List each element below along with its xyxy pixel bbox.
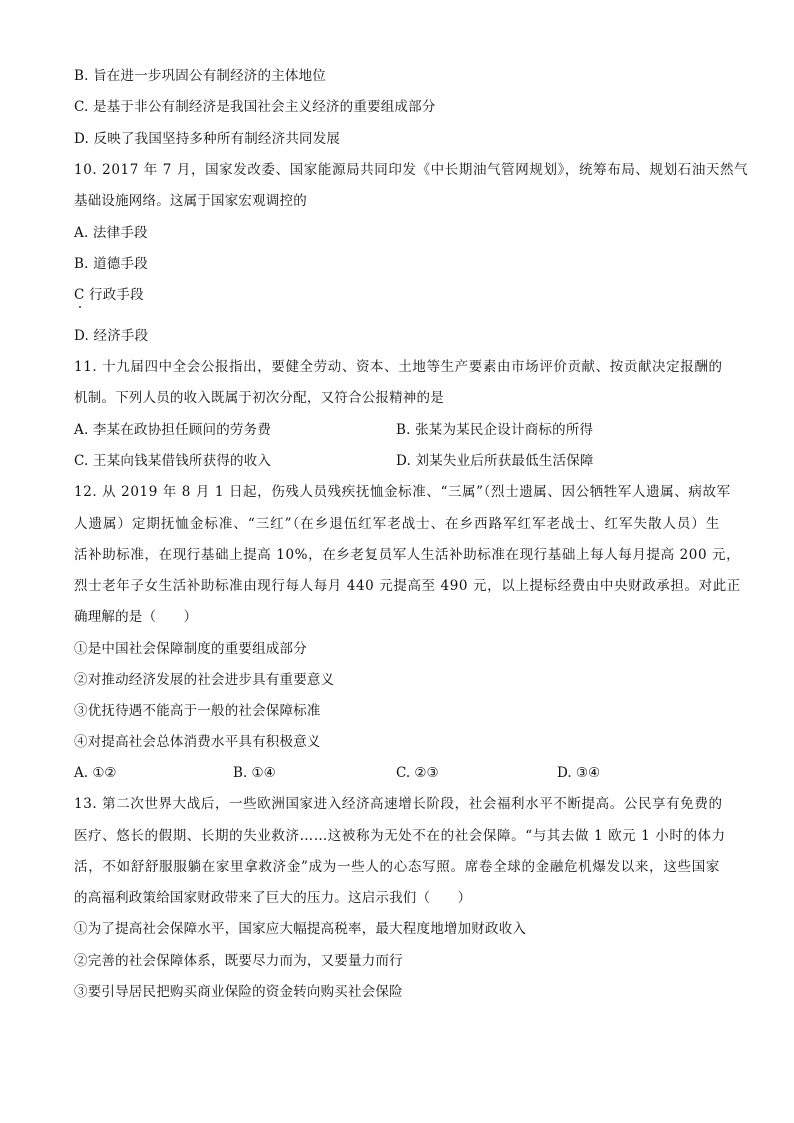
- q12-statement-1: ①是中国社会保障制度的重要组成部分: [74, 641, 307, 657]
- q12-stem-line-2: 人遗属）定期抚恤金标准、“三红”（在乡退伍红军老战士、在乡西路军红军老战士、红军失散人员）生: [74, 516, 720, 532]
- stray-dot-mark: [79, 306, 81, 308]
- q10-option-b: B. 道德手段: [74, 256, 148, 272]
- q13-statement-3: ③要引导居民把购买商业保险的资金转向购买社会保险: [74, 984, 403, 1000]
- q11-stem-line-2: 机制。下列人员的收入既属于初次分配，又符合公报精神的是: [74, 390, 444, 406]
- q11-option-d: D. 刘某失业后所获最低生活保障: [396, 453, 594, 469]
- q10-option-a: A. 法律手段: [74, 225, 148, 241]
- q10-stem-line-1: 10. 2017 年 7 月，国家发改委、国家能源局共同印发《中长期油气管网规划》，统筹布局、规划石油天然气: [74, 162, 749, 178]
- q9-option-d: D. 反映了我国坚持多种所有制经济共同发展: [74, 131, 341, 147]
- q12-stem-line-1: 12. 从 2019 年 8 月 1 日起，伤残人员残疾抚恤金标准、“三属”（烈士遗属、因公牺牲军人遗属、病故军: [74, 484, 731, 500]
- q13-statement-2: ②完善的社会保障体系，既要尽力而为，又要量力而行: [74, 953, 403, 969]
- q9-option-c: C. 是基于非公有制经济是我国社会主义经济的重要组成部分: [74, 99, 436, 115]
- q12-stem-line-3: 活补助标准，在现行基础上提高 10%，在乡老复员军人生活补助标准在现行基础上每人每月提高 200 元，: [74, 547, 741, 563]
- q12-stem-line-5: 确理解的是（ ）: [74, 609, 198, 625]
- q12-statement-4: ④对提高社会总体消费水平具有积极意义: [74, 734, 321, 750]
- q12-stem-line-4: 烈士老年子女生活补助标准由现行每人每月 440 元提高至 490 元，以上提标经费由中央财政承担。对此正: [74, 578, 741, 594]
- q11-stem-line-1: 11. 十九届四中全会公报指出，要健全劳动、资本、土地等生产要素由市场评价贡献、按贡献决定报酬的: [74, 359, 723, 375]
- q9-option-b: B. 旨在进一步巩固公有制经济的主体地位: [74, 68, 327, 84]
- q10-option-d: D. 经济手段: [74, 328, 149, 344]
- q12-option-c: C. ②③: [396, 765, 439, 781]
- q12-option-d: D. ③④: [557, 765, 601, 781]
- q13-stem-line-1: 13. 第二次世界大战后，一些欧洲国家进入经济高速增长阶段，社会福利水平不断提高。公民享有免费的: [74, 796, 723, 812]
- q12-option-b: B. ①④: [233, 765, 276, 781]
- q11-option-a: A. 李某在政协担任顾问的劳务费: [74, 422, 272, 438]
- q13-statement-1: ①为了提高社会保障水平，国家应大幅提高税率，最大程度地增加财政收入: [74, 921, 527, 937]
- q12-statement-3: ③优抚待遇不能高于一般的社会保障标准: [74, 703, 321, 719]
- q13-stem-line-3: 活，不如舒舒服服躺在家里拿救济金”成为一些人的心态写照。席卷全球的金融危机爆发以来，这些国家: [74, 859, 720, 875]
- q10-option-c: C 行政手段: [74, 287, 144, 303]
- q13-stem-line-4: 的高福利政策给国家财政带来了巨大的压力。这启示我们（ ）: [74, 890, 472, 906]
- q11-option-c: C. 王某向钱某借钱所获得的收入: [74, 453, 272, 469]
- q12-option-a: A. ①②: [74, 765, 117, 781]
- q11-option-b: B. 张某为某民企设计商标的所得: [396, 422, 594, 438]
- q13-stem-line-2: 医疗、悠长的假期、长期的失业救济……这被称为无处不在的社会保障。“与其去做 1 欧元 1 小时的体力: [74, 828, 726, 844]
- q12-statement-2: ②对推动经济发展的社会进步具有重要意义: [74, 672, 335, 688]
- q10-stem-line-2: 基础设施网络。这属于国家宏观调控的: [74, 193, 307, 209]
